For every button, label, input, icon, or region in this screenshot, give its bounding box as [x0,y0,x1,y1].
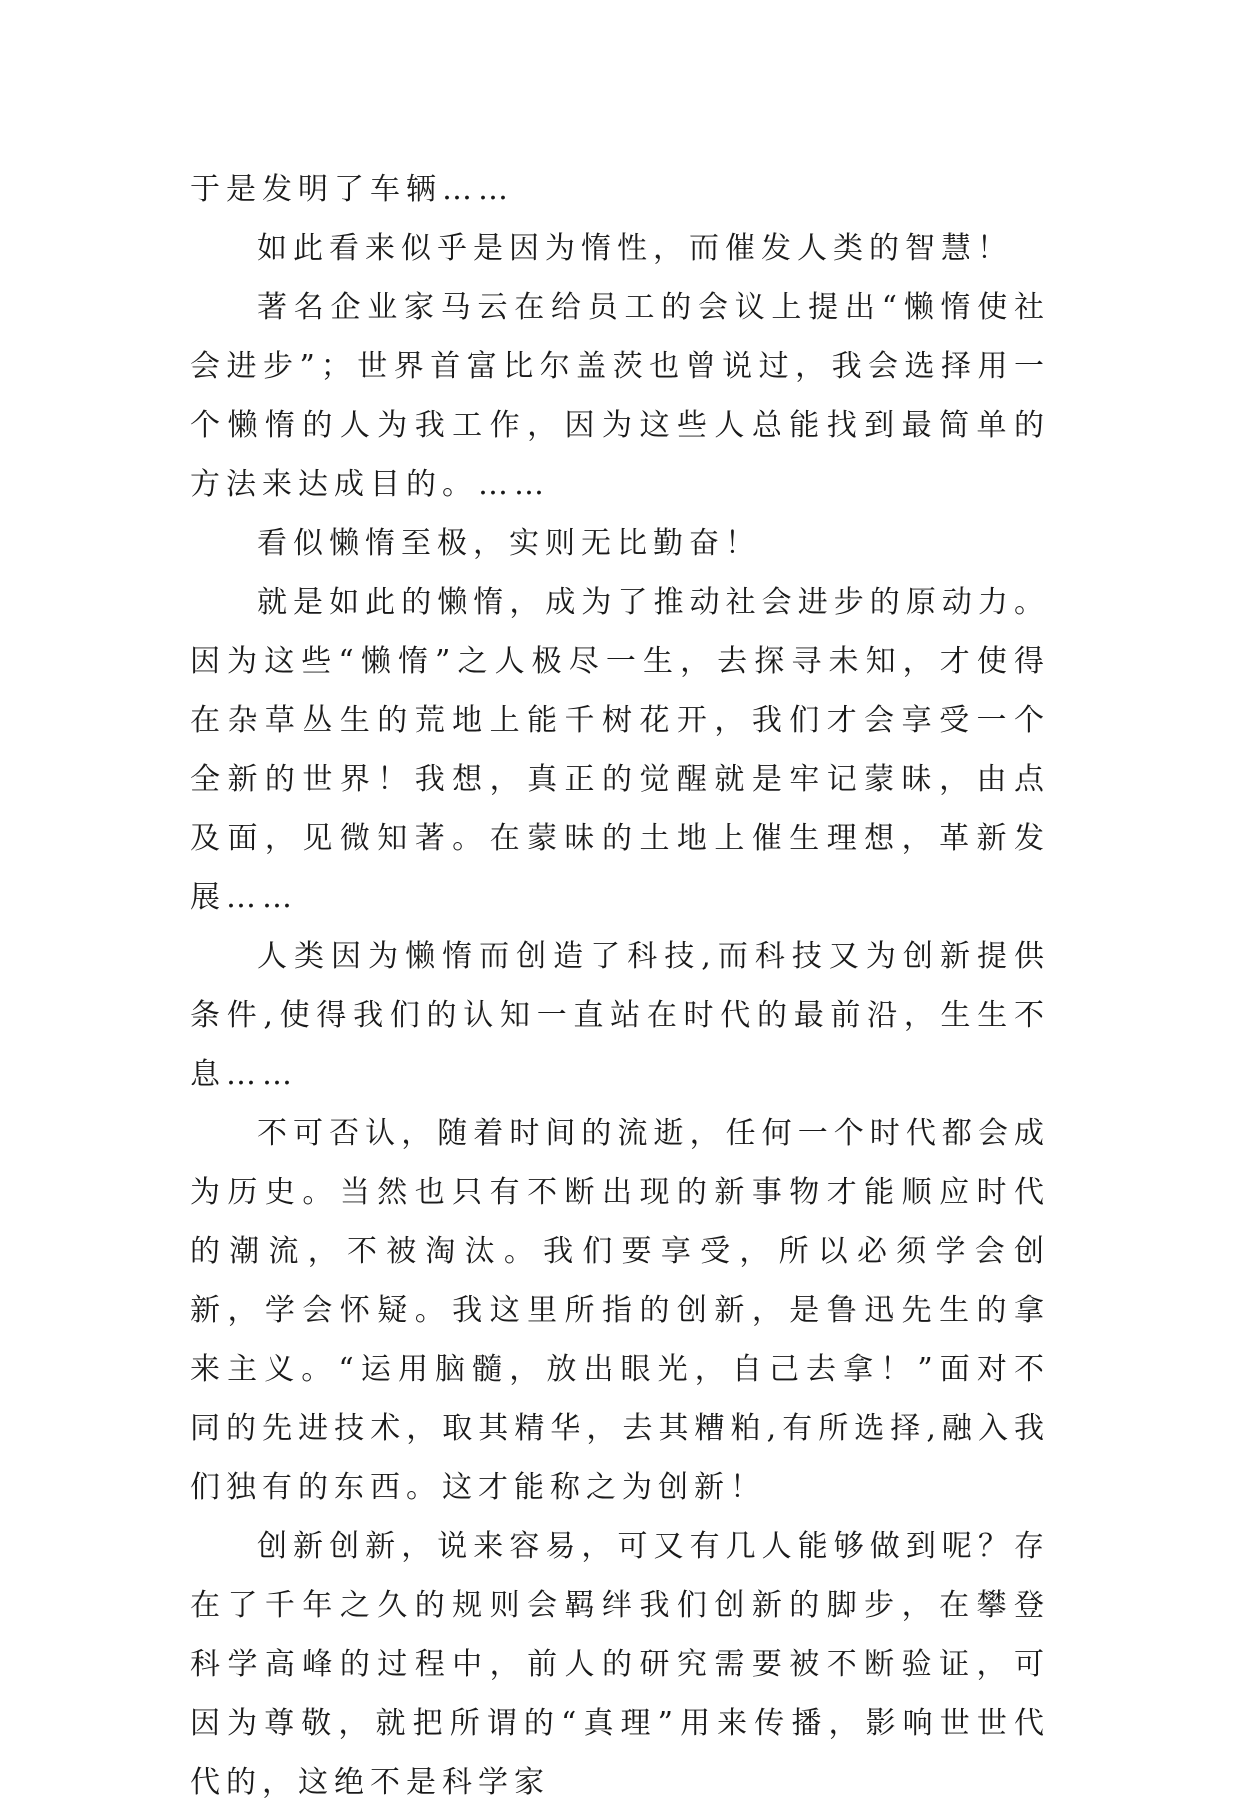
paragraph-7: 不可否认，随着时间的流逝，任何一个时代都会成为历史。当然也只有不断出现的新事物才能顺应时代的潮流，不被淘汰。我们要享受，所以必须学会创新，学会怀疑。我这里所指的创新，是鲁迅先生的拿来主义。“运用脑髓，放出眼光，自己去拿！”面对不同的先进技术，取其精华，去其糟粕,有所选择,融入我们独有的东西。这才能称之为创新！ [190,1116,1050,1505]
paragraph-2: 如此看来似乎是因为惰性，而催发人类的智慧！ [257,231,1013,266]
paragraph-6: 人类因为懒惰而创造了科技,而科技又为创新提供条件,使得我们的认知一直站在时代的最前沿，生生不息…… [190,939,1050,1092]
document-body [190,160,1050,1812]
paragraph-8: 创新创新，说来容易，可又有几人能够做到呢？存在了千年之久的规则会羁绊我们创新的脚步，在攀登科学高峰的过程中，前人的研究需要被不断验证，可因为尊敬，就把所谓的“真理”用来传播，影响世世代代的，这绝不是科学家 [190,1529,1050,1800]
paragraph-4: 看似懒惰至极，实则无比勤奋！ [257,526,761,561]
paragraph-1: 于是发明了车辆…… [190,172,514,207]
paragraph-3: 著名企业家马云在给员工的会议上提出“懒惰使社会进步”；世界首富比尔盖茨也曾说过，我会选择用一个懒惰的人为我工作，因为这些人总能找到最简单的方法来达成目的。…… [190,290,1050,502]
paragraph-5: 就是如此的懒惰，成为了推动社会进步的原动力。因为这些“懒惰”之人极尽一生，去探寻未知，才使得在杂草丛生的荒地上能千树花开，我们才会享受一个全新的世界！我想，真正的觉醒就是牢记蒙昧，由点及面，见微知著。在蒙昧的土地上催生理想，革新发展…… [190,585,1050,915]
